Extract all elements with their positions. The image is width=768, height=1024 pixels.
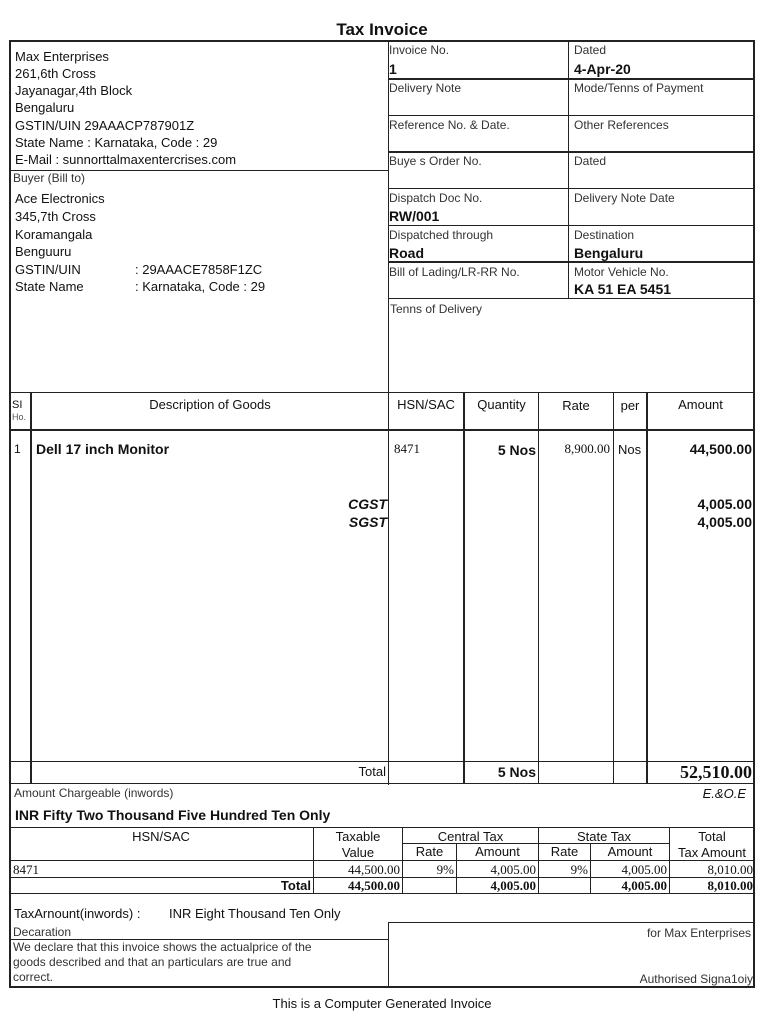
frame-top (9, 40, 755, 42)
sgst-label: SGST (348, 514, 387, 530)
amount-header: Amount (678, 397, 723, 412)
item-hsn: 8471 (394, 441, 420, 456)
seller-address-line: 261,6th Cross (15, 66, 96, 81)
buyer-gstin-value: : 29AAACE7858F1ZC (135, 262, 263, 277)
seller-email: E-Mail : sunnorttalmaxentercrises.com (15, 152, 237, 167)
goods-total-top (9, 761, 755, 762)
meta-row-line (388, 151, 754, 153)
goods-total-quantity: 5 Nos (497, 764, 536, 780)
authorised-signatory-label: Authorised Signa1oiy (639, 972, 753, 986)
state-amount-header: Amount (607, 844, 653, 859)
motor-vehicle-value: KA 51 EA 5451 (574, 281, 672, 297)
tax-row-state-rate: 9% (570, 862, 588, 877)
seller-state: State Name : Karnataka, Code : 29 (15, 135, 218, 150)
buyer-label: Buyer (Bill to) (13, 171, 86, 185)
buyer-state-label: State Name (15, 279, 84, 294)
terms-of-delivery-label: Tenns of Delivery (390, 302, 483, 316)
sgst-amount: 4,005.00 (697, 514, 752, 530)
invoice-title: Tax Invoice (336, 20, 428, 39)
tax-table-top (9, 827, 755, 828)
tax-words-text: INR Eight Thousand Ten Only (169, 906, 341, 921)
declaration-line-text: We declare that this invoice shows the actualprice of the (13, 940, 312, 954)
col-line (30, 393, 32, 784)
payment-mode-label: Mode/Tenns of Payment (574, 81, 704, 95)
item-per: Nos (618, 442, 642, 457)
destination-value: Bengaluru (574, 245, 644, 261)
total-tax-header-sub: Tax Amount (678, 845, 746, 860)
central-rate-header: Rate (415, 844, 444, 859)
dispatch-doc-label: Dispatch Doc No. (389, 191, 483, 205)
meta-row-line (388, 115, 754, 116)
goods-total-amount: 52,510.00 (680, 762, 752, 782)
meta-row-line (388, 225, 754, 226)
computer-generated-note: This is a Computer Generated Invoice (272, 996, 492, 1011)
amount-words-text: INR Fifty Two Thousand Five Hundred Ten Only (15, 807, 331, 823)
tax-row-hsn: 8471 (13, 862, 39, 877)
order-dated-label: Dated (574, 154, 607, 168)
dispatched-through-value: Road (389, 245, 424, 261)
per-header: per (620, 398, 640, 413)
seller-city: Bengaluru (15, 100, 75, 115)
tax-row-taxable: 44,500.00 (348, 862, 400, 877)
dated-label: Dated (574, 43, 607, 57)
amount-words-label: Amount Chargeable (inwords) (14, 786, 174, 800)
central-tax-header: Central Tax (437, 829, 504, 844)
dispatched-through-label: Dispatched through (389, 228, 494, 242)
item-amount: 44,500.00 (689, 441, 752, 457)
motor-vehicle-label: Motor Vehicle No. (574, 265, 669, 279)
buyer-gstin-label: GSTIN/UIN (15, 262, 81, 277)
quantity-header: Quantity (477, 397, 526, 412)
goods-header-bottom (9, 429, 755, 431)
taxable-header-sub: Value (341, 845, 375, 860)
eoe-label: E.&O.E (702, 786, 746, 801)
item-rate: 8,900.00 (564, 441, 610, 456)
meta-row-line (388, 298, 754, 299)
signature-box-top (388, 922, 754, 923)
meta-row-line (388, 188, 754, 189)
tax-total-label: Total (280, 878, 311, 893)
cgst-label: CGST (348, 496, 387, 512)
buyer-address-line: Koramangala (15, 227, 93, 242)
seller-name: Max Enterprises (15, 49, 109, 64)
destination-label: Destination (574, 228, 635, 242)
meta-row-line (388, 261, 754, 263)
goods-total-bottom (9, 783, 755, 784)
for-company-label: for Max Enterprises (646, 926, 751, 940)
buyer-state-value: : Karnataka, Code : 29 (135, 279, 266, 294)
invoice-no-label: Invoice No. (389, 43, 450, 57)
tax-header-bottom (9, 860, 755, 861)
reference-label: Reference No. & Date. (389, 118, 510, 132)
sl-header: SI (12, 399, 23, 411)
tax-row-central-rate: 9% (436, 862, 454, 877)
buyer-name: Ace Electronics (15, 191, 105, 206)
hsn-header: HSN/SAC (397, 397, 455, 412)
delivery-note-label: Delivery Note (389, 81, 462, 95)
buyer-address-line: 345,7th Cross (15, 209, 96, 224)
total-tax-header: Total (698, 829, 726, 844)
buyers-order-label: Buye s Order No. (389, 154, 482, 168)
tax-total-central-amount: 4,005.00 (490, 878, 536, 893)
description-header: Description of Goods (149, 397, 271, 412)
item-description: Dell 17 inch Monitor (36, 441, 170, 457)
col-line (613, 393, 614, 784)
cgst-amount: 4,005.00 (697, 496, 752, 512)
meta-row-line (388, 78, 754, 80)
state-rate-header: Rate (550, 844, 579, 859)
item-sl: 1 (14, 442, 21, 456)
tax-total-grand: 8,010.00 (707, 878, 753, 893)
item-quantity: 5 Nos (497, 442, 536, 458)
tax-words-label: TaxArnount(inwords) : (14, 906, 141, 921)
frame-bottom (9, 986, 755, 988)
tax-total-state-amount: 4,005.00 (621, 878, 667, 893)
rate-header: Rate (562, 398, 590, 413)
frame-left (9, 40, 11, 988)
declaration-line-text: correct. (13, 970, 54, 984)
seller-address-line: Jayanagar,4th Block (15, 83, 133, 98)
seller-gstin: GSTIN/UIN 29AAACP787901Z (15, 118, 195, 133)
signature-box-left (388, 922, 389, 987)
goods-header-top (9, 392, 755, 393)
tax-row-total: 8,010.00 (707, 862, 753, 877)
other-references-label: Other References (574, 118, 669, 132)
buyer-city: Benguuru (15, 244, 72, 259)
invoice-no-value: 1 (389, 61, 397, 77)
dated-value: 4-Apr-20 (574, 61, 631, 77)
dispatch-doc-value: RW/001 (389, 208, 440, 224)
tax-row-state-amount: 4,005.00 (621, 862, 667, 877)
tax-hsn-header: HSN/SAC (132, 829, 190, 844)
goods-total-label: Total (358, 764, 386, 779)
central-amount-header: Amount (475, 844, 520, 859)
tax-total-taxable: 44,500.00 (348, 878, 400, 893)
tax-row-central-amount: 4,005.00 (490, 862, 536, 877)
state-tax-header: State Tax (577, 829, 631, 844)
declaration-line-text: goods described and that an particulars are true and (13, 955, 292, 969)
taxable-header: Taxable (335, 829, 381, 844)
delivery-note-date-label: Delivery Note Date (574, 191, 675, 205)
bill-of-lading-label: Bill of Lading/LR-RR No. (389, 265, 520, 279)
sl-header-sub: Ho. (12, 412, 27, 422)
declaration-label: Decaration (13, 925, 72, 939)
